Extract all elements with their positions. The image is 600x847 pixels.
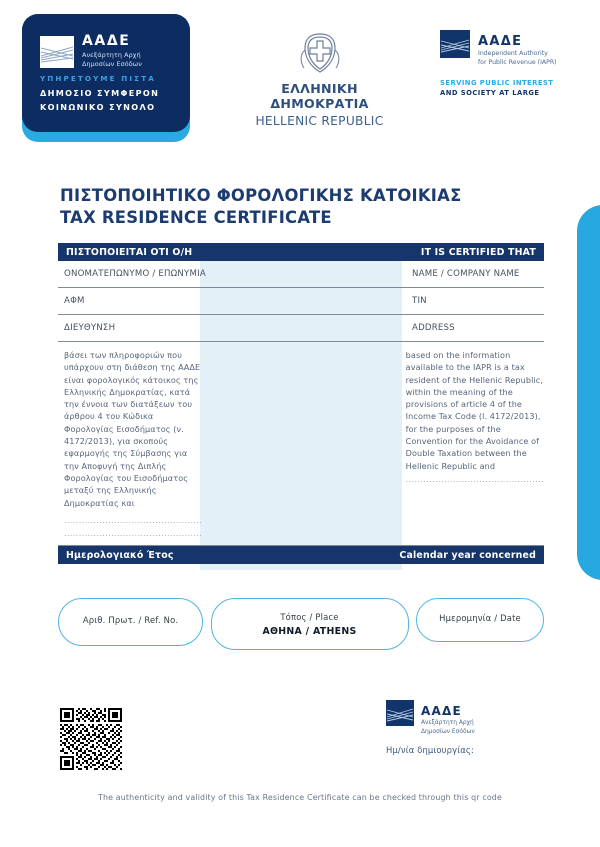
iapr-tagline-line2: AND SOCIETY AT LARGE (440, 88, 540, 97)
footer-logo-icon (386, 700, 414, 726)
statement-greek-dots-2: ............................................... (64, 529, 203, 539)
iapr-header-logo (440, 30, 585, 97)
row-label-english: NAME / COMPANY NAME (412, 268, 520, 279)
creation-date-label: Ημ/νία δημιουργίας: (386, 745, 474, 755)
place-label: Τόπος / Place (280, 611, 339, 622)
date-box[interactable] (416, 598, 544, 642)
republic-name-english: HELLENIC REPUBLIC (255, 114, 384, 128)
table-row (58, 261, 544, 288)
footer-subtitle-line2: Δημοσίων Εσόδων (421, 728, 475, 735)
footer-subtitle-line1: Ανεξάρτητη Αρχή (421, 720, 474, 726)
footer-aade-logo (386, 700, 546, 737)
footer-acronym: ΑΑΔΕ (421, 704, 462, 718)
document-title (60, 186, 530, 228)
place-value: ΑΘΗΝΑ / ATHENS (262, 625, 357, 637)
calendar-year-label-greek: Ημερολογιακό Έτος (66, 549, 174, 561)
aade-tagline (40, 72, 180, 114)
row-label-greek: ΟΝΟΜΑΤΕΠΩΝΥΜΟ / ΕΠΩΝΥΜΙΑ (64, 268, 206, 279)
aade-acronym: ΑΑΔΕ (82, 33, 131, 49)
table-row (58, 288, 544, 315)
table-header-english: IT IS CERTIFIED THAT (420, 246, 536, 258)
aade-logo-icon (40, 36, 74, 68)
row-label-english: TIN (412, 295, 427, 306)
aade-subtitle-line1: Ανεξάρτητη Αρχή (82, 51, 141, 59)
aade-header-logo-block (22, 14, 190, 142)
ref-no-box[interactable] (58, 598, 203, 646)
iapr-acronym: ΑΑΔΕ (478, 34, 523, 49)
qr-verification-note: The authenticity and validity of this Tax Residence Certificate can be checked through this qr code (98, 793, 502, 802)
table-row-statement (58, 342, 544, 546)
certificate-table (58, 243, 544, 564)
calendar-year-bar (58, 546, 544, 564)
row-label-greek: ΔΙΕΥΘΥΝΣΗ (64, 322, 116, 333)
statement-greek-cell (58, 342, 203, 545)
republic-name-greek: ΕΛΛΗΝΙΚΗ ΔΗΜΟΚΡΑΤΙΑ (270, 81, 369, 111)
statement-greek: βάσει των πληροφοριών που υπάρχουν στη διάθεση της ΑΑΔΕ είναι φορολογικός κάτοικος της Ελληνικής Δημοκρατίας, κατά την έννοια των διατάξεων του άρθρου 4 του Κώδικα Φορολογίας Εισοδήματος (ν. 4172/2013), για σκοπούς εφαρμογής της Σύμβασης για την Αποφυγή της Διπλής Φορολογίας του Εισοδήματος μεταξύ της Ελληνικής Δημοκρατίας και (64, 350, 201, 508)
statement-english-cell (400, 342, 544, 491)
right-decorative-bar (577, 205, 600, 580)
iapr-subtitle-line1: Independent Authority (478, 50, 548, 57)
statement-english: based on the information available to the IAPR is a tax resident of the Hellenic Republic, within the meaning of the provisions of article 4 of the Income Tax Code (l. 4172/2013), for the purposes of the Convention for the Avoidance of Double Taxation between the Hellenic Republic and (405, 350, 543, 471)
iapr-tagline-line1: SERVING PUBLIC INTEREST (440, 78, 554, 87)
calendar-year-label-english: Calendar year concerned (399, 549, 536, 561)
hellenic-republic-block (232, 30, 407, 128)
document-title-greek: ΠΙΣΤΟΠΟΙΗΤΙΚΟ ΦΟΡΟΛΟΓΙΚΗΣ ΚΑΤΟΙΚΙΑΣ (60, 186, 462, 205)
table-header-greek: ΠΙΣΤΟΠΟΙΕΙΤΑΙ ΟΤΙ Ο/Η (66, 246, 193, 258)
iapr-subtitle-line2: for Public Revenue (IAPR) (478, 59, 557, 67)
document-title-english: TAX RESIDENCE CERTIFICATE (60, 208, 332, 228)
statement-greek-dots-1: ............................................... (64, 515, 203, 525)
tagline-line2: ΔΗΜΟΣΙΟ ΣΥΜΦΕΡΟΝ (40, 87, 160, 98)
qr-code-icon[interactable] (60, 708, 122, 770)
row-label-greek: ΑΦΜ (64, 295, 85, 306)
iapr-logo-icon (440, 30, 470, 58)
table-header-bar (58, 243, 544, 261)
date-label: Ημερομηνία / Date (439, 613, 521, 623)
tagline-line3: ΚΟΙΝΩΝΙΚΟ ΣΥΝΟΛΟ (40, 101, 156, 112)
greek-coat-of-arms-icon (297, 30, 343, 76)
tagline-line1: ΥΠΗΡΕΤΟΥΜΕ ΠΙΣΤΑ (40, 74, 156, 83)
ref-no-label: Αριθ. Πρωτ. / Ref. No. (82, 615, 179, 625)
table-row (58, 315, 544, 342)
info-boxes (58, 598, 544, 650)
statement-english-dots-1: ............................................... (405, 474, 544, 484)
aade-subtitle-line2: Δημοσίων Εσόδων (82, 60, 142, 69)
place-box[interactable] (211, 598, 409, 650)
row-label-english: ADDRESS (412, 322, 455, 333)
aade-logo-wordmark (82, 34, 142, 70)
